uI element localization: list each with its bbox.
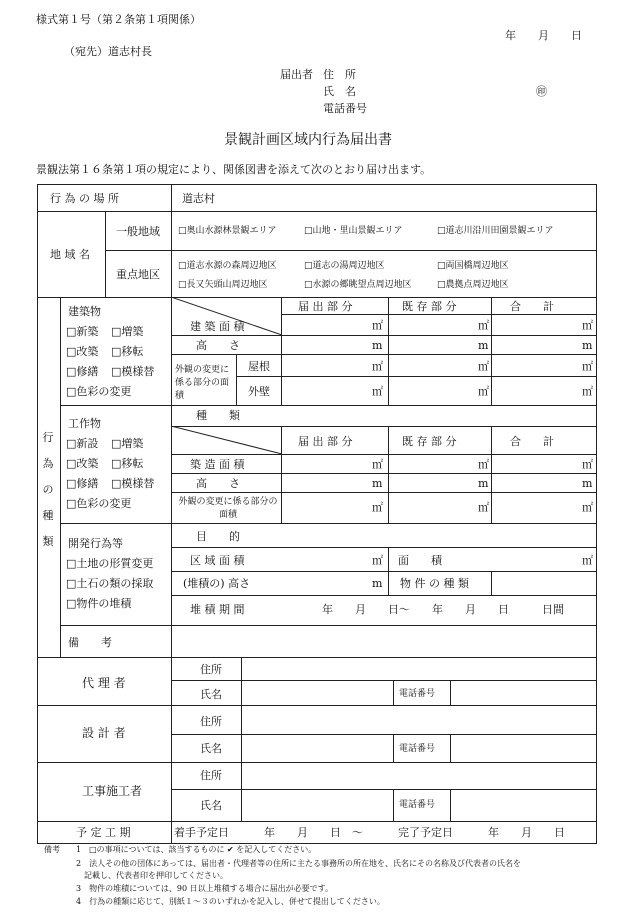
unit-m: m [372,577,383,590]
location-value[interactable]: 道志村 [182,192,215,205]
key-area-item[interactable]: □両国橋周辺地区 [437,261,509,271]
structure-option[interactable]: □修繕 [66,477,99,490]
unit-sqm: ㎡ [372,319,383,332]
general-area-item[interactable]: □道志川沿川田園景観エリア [437,226,554,236]
unit-sqm: ㎡ [582,554,593,567]
seal-mark: ㊞ [536,85,547,98]
building-option[interactable]: □模様替 [111,365,155,378]
structure-option[interactable]: □新設 [66,437,99,450]
development-title: 開発行為等 [68,537,123,550]
unit-m: m [582,339,593,352]
key-area-item[interactable]: □長又矢頭山周辺地区 [178,280,268,290]
row-wall: 外壁 [248,385,270,398]
structure-option[interactable]: □移転 [111,457,144,470]
row-period: 堆 積 期 間 [190,603,245,616]
key-area-label: 重点地区 [116,268,160,281]
unit-m: m [478,477,489,490]
general-area-label: 一般地域 [116,225,160,238]
col-header-total: 合 計 [510,300,554,313]
structure-option[interactable]: □模様替 [111,477,155,490]
building-option[interactable]: □修繕 [66,365,99,378]
structure-option[interactable]: □色彩の変更 [66,497,132,510]
key-area-item[interactable]: □道志の湯周辺地区 [304,261,385,271]
row-exterior-area: 外観の変更に係る部分の面積 [175,365,230,401]
unit-m: m [372,477,383,490]
end-label: 完了予定日 [398,826,453,839]
general-area-item[interactable]: □奥山水源林景観エリア [178,226,277,236]
note-item: 4 行為の種類に応じて、別紙１～３のいずれかを記入し、併せて提出してください。 [76,897,385,906]
unit-sqm: ㎡ [478,360,489,373]
name-label: 氏名 [200,742,222,755]
building-title: 建築物 [68,305,101,318]
building-option[interactable]: □改築 [66,345,99,358]
unit-sqm: ㎡ [582,360,593,373]
row-building-area: 建 築 面 積 [190,320,245,333]
row-height: 高 さ [196,477,240,490]
note-item: 記載し、代表者印を押印してください。 [84,871,228,880]
unit-sqm: ㎡ [478,458,489,471]
name-label: 氏名 [200,799,222,812]
note-item: 3 物件の堆積については、90 日以上堆積する場合に届出が必要です。 [76,884,334,893]
row-construction-area: 築 造 面 積 [190,458,245,471]
row-purpose: 目 的 [196,530,240,543]
row-exterior-area: 外観の変更に係る部分の面積 [178,497,278,520]
col-header-existing: 既 存 部 分 [402,300,457,313]
addressee: （宛先）道志村長 [64,45,152,58]
date-field: 年 月 日 [505,29,582,42]
structure-option[interactable]: □改築 [66,457,99,470]
unit-m: m [582,477,593,490]
unit-sqm: ㎡ [478,501,489,514]
unit-m: m [372,339,383,352]
building-option[interactable]: □移転 [111,345,144,358]
unit-sqm: ㎡ [372,554,383,567]
row-pile-height: (堆積の) 高さ [183,577,251,590]
structure-title: 工作物 [68,417,101,430]
building-option[interactable]: □色彩の変更 [66,385,132,398]
diagonal-line [171,426,282,454]
col-header-existing: 既 存 部 分 [402,435,457,448]
designer-label: 設 計 者 [82,726,126,740]
remarks-label: 備 考 [68,636,112,649]
address-label: 住所 [200,663,222,676]
name-label: 氏名 [200,688,222,701]
unit-sqm: ㎡ [372,385,383,398]
start-label: 着手予定日 [174,826,229,839]
unit-sqm: ㎡ [582,458,593,471]
unit-m: m [478,339,489,352]
general-area-item[interactable]: □山地・里山景観エリア [304,226,403,236]
building-option[interactable]: □増築 [111,325,144,338]
row-kind: 種 類 [196,409,240,422]
structure-option[interactable]: □増築 [111,437,144,450]
col-header-reported: 届 出 部 分 [298,300,353,313]
address-label: 住 所 [323,68,356,81]
form-number: 様式第１号（第２条第１項関係） [36,13,201,26]
unit-sqm: ㎡ [372,360,383,373]
key-area-item[interactable]: □農拠点周辺地区 [437,280,509,290]
unit-sqm: ㎡ [582,501,593,514]
key-area-item[interactable]: □道志水源の森周辺地区 [178,261,277,271]
unit-sqm: ㎡ [582,319,593,332]
note-item: 2 法人その他の団体にあっては、届出者・代理者等の住所に主たる事務所の所在地を、氏名にその名称及び代表者の氏名を [76,859,522,868]
key-area-item[interactable]: □水源の郷眺望点周辺地区 [304,280,412,290]
col-header-total: 合 計 [510,435,554,448]
unit-sqm: ㎡ [372,458,383,471]
development-option[interactable]: □土石の類の採取 [66,577,154,590]
phone-label: 電話番号 [399,744,436,754]
contractor-label: 工事施工者 [82,784,143,798]
row-height: 高 さ [196,339,240,352]
development-option[interactable]: □物件の堆積 [66,597,132,610]
location-label: 行 為 の 場 所 [50,192,119,205]
col-header-reported: 届 出 部 分 [298,435,353,448]
phone-label: 電話番号 [323,102,367,115]
agent-label: 代 理 者 [82,676,126,690]
document-title: 景観計画区域内行為届出書 [224,132,392,148]
building-option[interactable]: □新築 [66,325,99,338]
name-label: 氏 名 [323,85,356,98]
row-zone-area: 区 域 面 積 [190,554,245,567]
notes-label: 備考 [44,845,60,854]
phone-label: 電話番号 [399,800,436,810]
development-option[interactable]: □土地の形質変更 [66,557,154,570]
schedule-label: 予 定 工 期 [76,826,131,839]
phone-label: 電話番号 [399,689,436,699]
start-value: 年 月 日 ～ [264,826,363,839]
address-label: 住所 [200,715,222,728]
row-area: 面 積 [398,554,442,567]
period-value: 年 月 日～ 年 月 日 日間 [322,603,564,616]
intro-text: 景観法第１６条第１項の規定により、関係図書を添えて次のとおり届け出ます。 [36,163,432,176]
address-label: 住所 [200,769,222,782]
area-label: 地 域 名 [50,248,90,261]
row-roof: 屋根 [248,360,270,373]
unit-sqm: ㎡ [582,385,593,398]
types-label: 行為の種類 [42,431,54,548]
unit-sqm: ㎡ [372,501,383,514]
reporter-label: 届出者 [280,68,313,81]
unit-sqm: ㎡ [478,319,489,332]
note-item: 1 □の事項については、該当するものに ✔ を記入してください。 [76,845,317,854]
end-value: 年 月 日 [488,826,565,839]
row-item-kind: 物 件 の 種 類 [400,577,469,590]
unit-sqm: ㎡ [478,385,489,398]
